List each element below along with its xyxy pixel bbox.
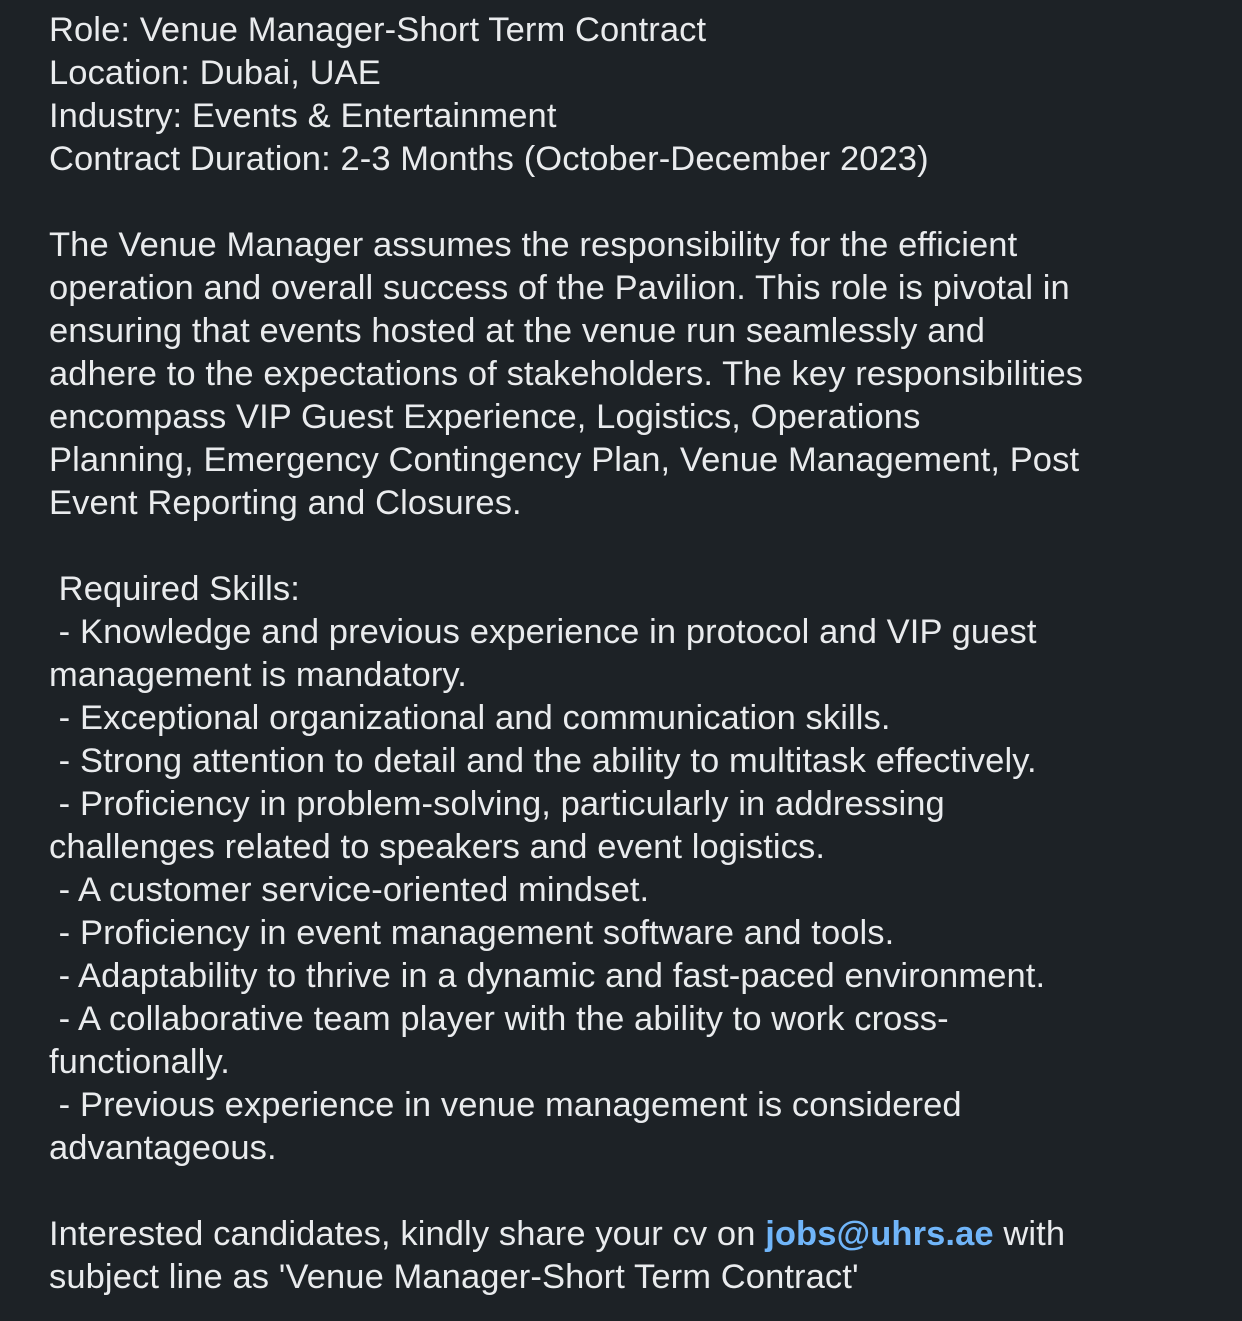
industry-line: Industry: Events & Entertainment <box>49 97 557 135</box>
closing-suffix: with <box>993 1215 1066 1253</box>
role-line: Role: Venue Manager-Short Term Contract <box>49 11 707 49</box>
skill-line: - A collaborative team player with the ability to work cross- <box>49 1000 949 1038</box>
skill-line: - Proficiency in event management software and tools. <box>49 914 895 952</box>
skills-heading: Required Skills: <box>49 570 300 608</box>
closing-line-2: subject line as 'Venue Manager-Short Term Contract' <box>49 1258 859 1296</box>
duration-line: Contract Duration: 2-3 Months (October-December 2023) <box>49 140 929 178</box>
skill-line: management is mandatory. <box>49 656 467 694</box>
description-line: encompass VIP Guest Experience, Logistics, Operations <box>49 398 921 436</box>
spacer <box>49 525 1219 568</box>
description-line: ensuring that events hosted at the venue run seamlessly and <box>49 312 986 350</box>
job-post-body <box>49 9 1219 1299</box>
skill-line: - Knowledge and previous experience in protocol and VIP guest <box>49 613 1037 651</box>
skill-line: functionally. <box>49 1043 230 1081</box>
description-line: operation and overall success of the Pavilion. This role is pivotal in <box>49 269 1070 307</box>
skills-section <box>49 568 1219 1170</box>
skill-line: - Adaptability to thrive in a dynamic and fast-paced environment. <box>49 957 1046 995</box>
skill-line: - Strong attention to detail and the ability to multitask effectively. <box>49 742 1037 780</box>
description-line: The Venue Manager assumes the responsibility for the efficient <box>49 226 1018 264</box>
skill-line: - A customer service-oriented mindset. <box>49 871 650 909</box>
closing-line-1 <box>49 1213 1219 1256</box>
skill-line: advantageous. <box>49 1129 277 1167</box>
description-paragraph <box>49 224 1219 525</box>
email-link[interactable]: jobs@uhrs.ae <box>765 1215 994 1253</box>
skill-line: - Exceptional organizational and communication skills. <box>49 699 891 737</box>
description-line: Planning, Emergency Contingency Plan, Venue Management, Post <box>49 441 1080 479</box>
skill-line: challenges related to speakers and event logistics. <box>49 828 826 866</box>
spacer <box>49 181 1219 224</box>
skill-line: - Previous experience in venue management is considered <box>49 1086 962 1124</box>
closing-prefix: Interested candidates, kindly share your cv on <box>49 1215 766 1253</box>
description-line: adhere to the expectations of stakeholders. The key responsibilities <box>49 355 1084 393</box>
skill-line: - Proficiency in problem-solving, particularly in addressing <box>49 785 945 823</box>
description-line: Event Reporting and Closures. <box>49 484 522 522</box>
location-line: Location: Dubai, UAE <box>49 54 381 92</box>
spacer <box>49 1170 1219 1213</box>
closing-paragraph <box>49 1213 1219 1299</box>
